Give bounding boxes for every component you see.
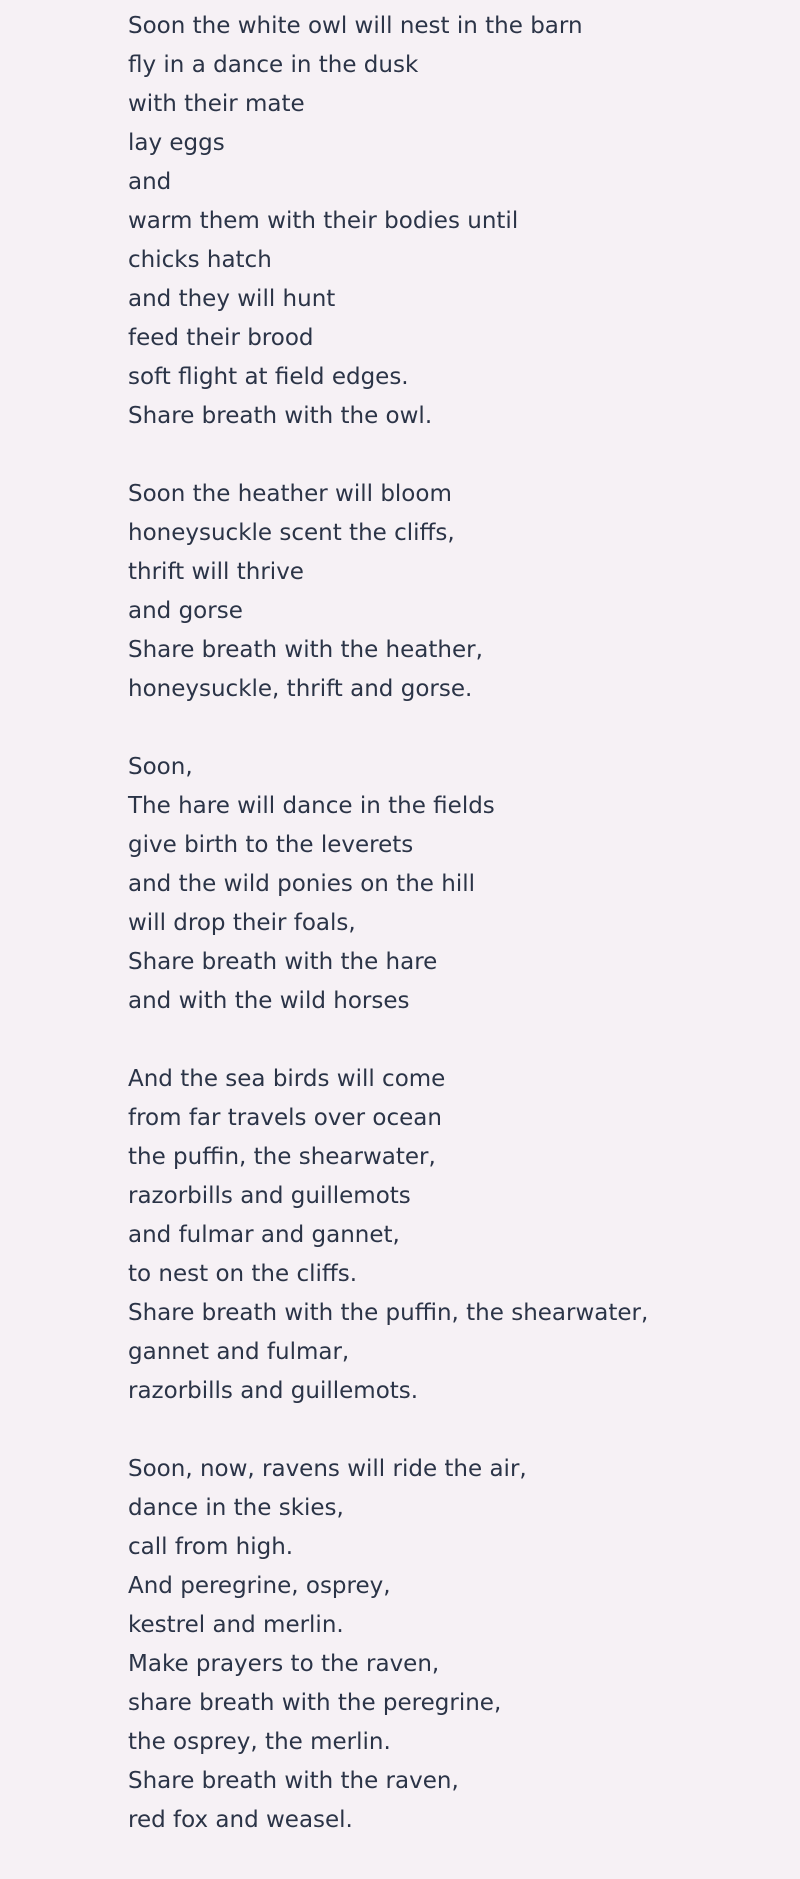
poem-line: Soon,: [128, 754, 193, 780]
poem-line: honeysuckle, thrift and gorse.: [128, 676, 473, 702]
poem-line: And peregrine, osprey,: [128, 1573, 391, 1599]
poem-line: dance in the skies,: [128, 1495, 344, 1521]
poem-line: give birth to the leverets: [128, 832, 414, 858]
poem-line: with their mate: [128, 91, 305, 117]
poem-stanza: [128, 1450, 788, 1840]
poem-line: and they will hunt: [128, 286, 336, 312]
poem-line: and gorse: [128, 598, 243, 624]
poem-line: red fox and weasel.: [128, 1807, 353, 1833]
poem-line: And the sea birds will come: [128, 1066, 446, 1092]
poem-line: The hare will dance in the fields: [128, 793, 495, 819]
poem-line: from far travels over ocean: [128, 1105, 442, 1131]
poem-line: honeysuckle scent the cliffs,: [128, 520, 455, 546]
poem-line: kestrel and merlin.: [128, 1612, 344, 1638]
poem-line: Soon the white owl will nest in the barn: [128, 13, 583, 39]
poem-stanza: [128, 7, 788, 436]
poem-line: call from high.: [128, 1534, 294, 1560]
poem-line: will drop their foals,: [128, 910, 356, 936]
poem-line: razorbills and guillemots.: [128, 1378, 419, 1404]
poem-line: lay eggs: [128, 130, 225, 156]
poem-line: and with the wild horses: [128, 988, 410, 1014]
poem-line: Share breath with the hare: [128, 949, 438, 975]
poem-line: the osprey, the merlin.: [128, 1729, 391, 1755]
poem-line: gannet and fulmar,: [128, 1339, 350, 1365]
poem-line: feed their brood: [128, 325, 314, 351]
poem-line: the puffin, the shearwater,: [128, 1144, 436, 1170]
poem-body: [128, 7, 788, 1879]
poem-line: fly in a dance in the dusk: [128, 52, 419, 78]
poem-line: Soon, now, ravens will ride the air,: [128, 1456, 527, 1482]
poem-line: soft flight at field edges.: [128, 364, 409, 390]
poem-line: share breath with the peregrine,: [128, 1690, 502, 1716]
poem-line: Soon the heather will bloom: [128, 481, 452, 507]
poem-line: chicks hatch: [128, 247, 272, 273]
poem-line: thrift will thrive: [128, 559, 304, 585]
poem-line: to nest on the cliffs.: [128, 1261, 358, 1287]
poem-line: and the wild ponies on the hill: [128, 871, 475, 897]
poem-line: and: [128, 169, 172, 195]
poem-line: Make prayers to the raven,: [128, 1651, 440, 1677]
poem-line: razorbills and guillemots: [128, 1183, 411, 1209]
poem-line: Share breath with the owl.: [128, 403, 433, 429]
poem-line: Share breath with the heather,: [128, 637, 483, 663]
poem-line: and fulmar and gannet,: [128, 1222, 400, 1248]
poem-line: Share breath with the raven,: [128, 1768, 459, 1794]
poem-line: warm them with their bodies until: [128, 208, 519, 234]
poem-stanza: [128, 1060, 788, 1411]
poem-stanza: [128, 475, 788, 709]
poem-stanza: [128, 748, 788, 1021]
poem-line: Share breath with the puffin, the shearwater,: [128, 1300, 649, 1326]
